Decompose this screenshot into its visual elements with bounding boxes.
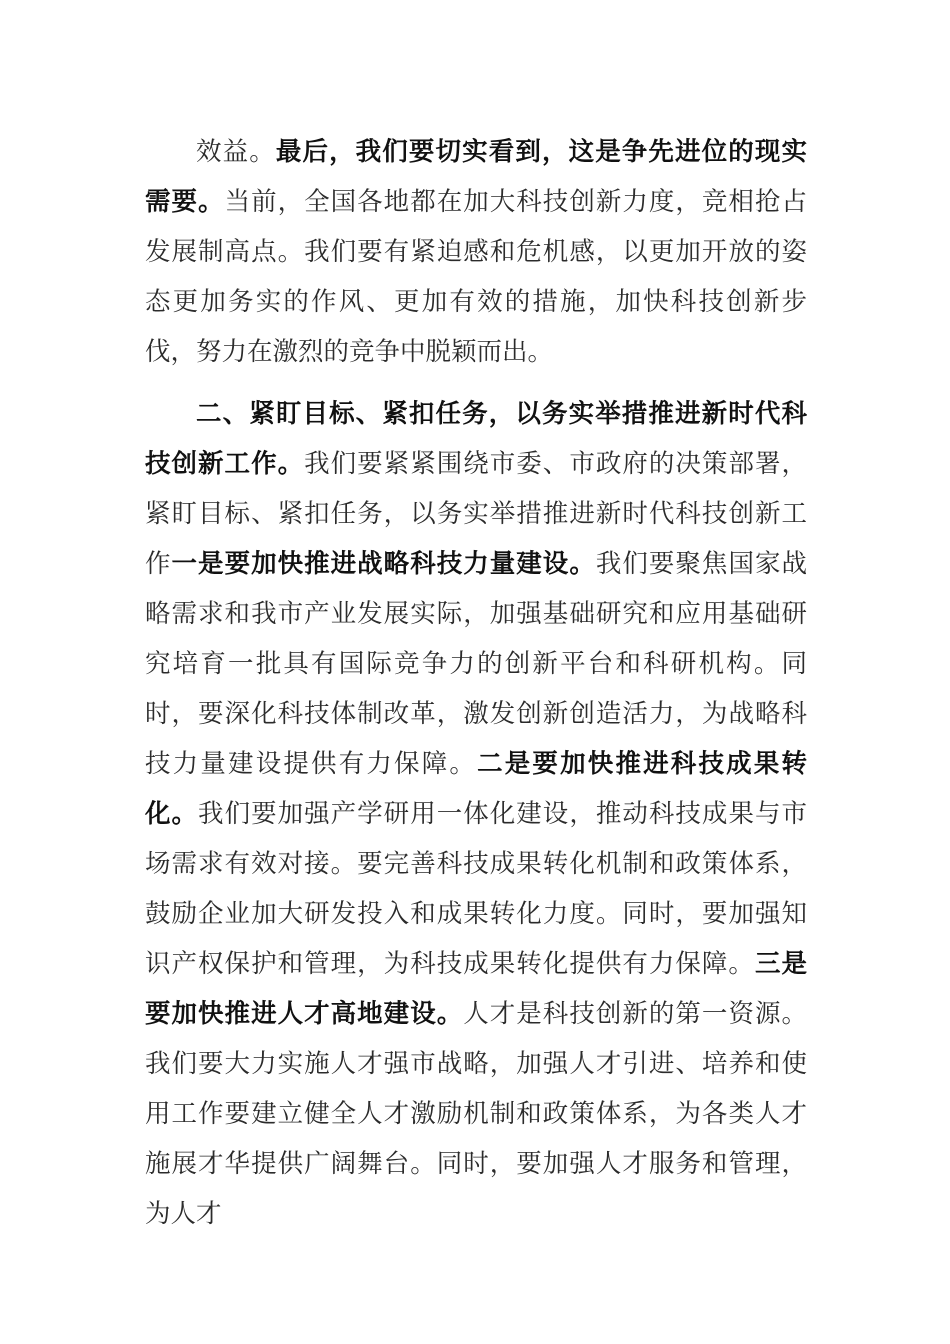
point-two-body: 我们要加强产学研用一体化建设，推动科技成果与市场需求有效对接。要完善科技成果转化机制和政策体系，鼓励企业加大研发投入和成果转化力度。同时，要加强知识产权保护和管理，为科技成果转化提供有力保障。 (145, 799, 807, 979)
point-three-body: 人才是科技创新的第一资源。我们要大力实施人才强市战略，加强人才引进、培养和使用工作要建立健全人才激励机制和政策体系，为各类人才施展才华提供广阔舞台。同时，要加强人才服务和管理，为人才 (145, 999, 807, 1229)
paragraph-2 (145, 389, 807, 1239)
paragraph-1-body: 当前，全国各地都在加大科技创新力度，竞相抢占发展制高点。我们要有紧迫感和危机感，以更加开放的姿态更加务实的作风、更加有效的措施，加快科技创新步伐，努力在激烈的竞争中脱颖而出。 (145, 187, 807, 367)
paragraph-1 (145, 127, 807, 377)
point-one-heading: 一是要加快推进战略科技力量建设。 (171, 549, 596, 579)
point-three-heading: 三是要加快推进人才高地建设。 (145, 949, 807, 1029)
point-one-body: 我们要聚焦国家战略需求和我市产业发展实际，加强基础研究和应用基础研究培育一批具有国际竞争力的创新平台和科研机构。同时，要深化科技体制改革，激发创新创造活力，为战略科技力量建设提供有力保障。 (145, 549, 807, 779)
document-page (145, 127, 807, 1239)
section-heading: 二、紧盯目标、紧扣任务，以务实举措推进新时代科技创新工作。 (145, 399, 807, 479)
paragraph-1-bold-phrase: 最后，我们要切实看到，这是争先进位的现实需要。 (145, 137, 807, 217)
paragraph-2-intro: 我们要紧紧围绕市委、市政府的决策部署，紧盯目标、紧扣任务，以务实举措推进新时代科技创新工作 (145, 449, 807, 579)
point-two-heading: 二是要加快推进科技成果转化。 (145, 749, 807, 829)
paragraph-1-text: 效益。 (196, 137, 276, 167)
